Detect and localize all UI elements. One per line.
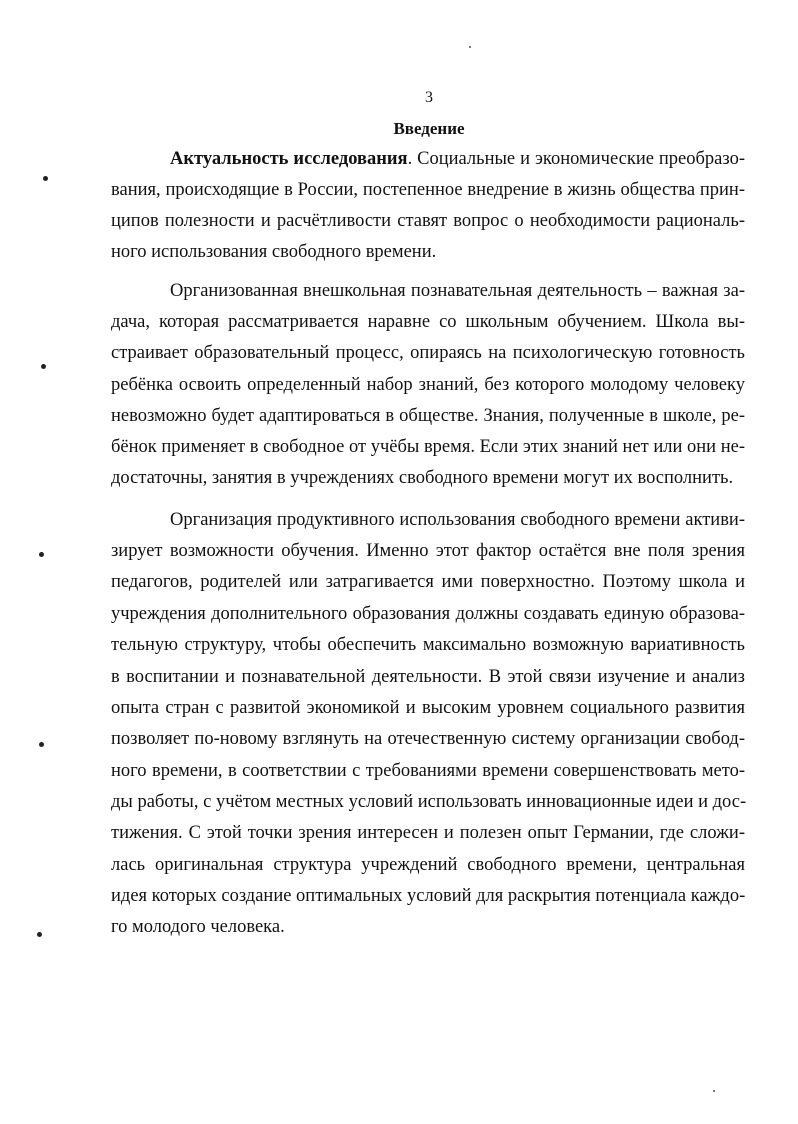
paragraph-2-line-4: ребёнка освоить определенный набор знаний, без которого молодому человеку [111,375,745,395]
paragraph-2-line-3: страивает образовательный процесс, опираясь на психологическую готовность [111,343,745,363]
binder-hole-mark [37,932,42,937]
scan-speck [713,1090,715,1092]
paragraph-3-line-1: Организация продуктивного использования свободного времени активи- [170,510,745,530]
paragraph-2-line-2: дача, которая рассматривается наравне со школьным обучением. Школа вы- [111,312,745,332]
paragraph-1-line-3: ципов полезности и расчётливости ставят вопрос о необходимости рациональ- [111,211,745,231]
paragraph-3-line-2: зирует возможности обучения. Именно этот фактор остаётся вне поля зрения [111,541,745,561]
paragraph-3-line-3: педагогов, родителей или затрагивается ими поверхностно. Поэтому школа и [111,572,745,592]
paragraph-3-line-10: ды работы, с учётом местных условий использовать инновационные идеи и дос- [111,792,747,812]
paragraph-3-line-5: тельную структуру, чтобы обеспечить максимально возможную вариативность [111,635,745,655]
paragraph-3-line-9: ного времени, в соответствии с требованиями времени совершенствовать мето- [111,761,745,781]
paragraph-1-line-2: вания, происходящие в России, постепенное внедрение в жизнь общества прин- [111,180,745,200]
scan-speck [469,46,471,48]
binder-hole-mark [43,176,48,181]
paragraph-2-line-1: Организованная внешкольная познавательная деятельность – важная за- [170,281,745,301]
paragraph-3-line-4: учреждения дополнительного образования должны создавать единую образова- [111,604,745,624]
binder-hole-mark [39,742,44,747]
paragraph-3-line-8: позволяет по-новому взглянуть на отечественную систему организации свобод- [111,729,745,749]
paragraph-3-line-14: го молодого человека. [111,917,285,937]
paragraph-3-line-11: тижения. С этой точки зрения интересен и полезен опыт Германии, где сложи- [111,823,745,843]
section-heading: Введение [393,119,465,138]
paragraph-1-lead: Актуальность исследования [170,149,408,169]
paragraph-1-line-1 [170,144,745,175]
binder-hole-mark [39,552,44,557]
paragraph-2-line-5: невозможно будет адаптироваться в обществе. Знания, полученные в школе, ре- [111,406,745,426]
paragraph-3-line-7: опыта стран с развитой экономикой и высоким уровнем социального развития [111,698,745,718]
paragraph-3-line-13: идея которых создание оптимальных условий для раскрытия потенциала каждо- [111,886,746,906]
page-number: 3 [425,89,433,106]
paragraph-1-line-1-text: . Социальные и экономические преобразо- [407,149,746,169]
paragraph-2-line-7: достаточны, занятия в учреждениях свободного времени могут их восполнить. [111,468,734,488]
paragraph-3-line-6: в воспитании и познавательной деятельности. В этой связи изучение и анализ [111,667,745,687]
paragraph-1-line-4: ного использования свободного времени. [111,242,437,262]
binder-hole-mark [41,364,46,369]
paragraph-2-line-6: бёнок применяет в свободное от учёбы время. Если этих знаний нет или они не- [111,437,745,457]
paragraph-3-line-12: лась оригинальная структура учреждений свободного времени, центральная [111,855,745,875]
